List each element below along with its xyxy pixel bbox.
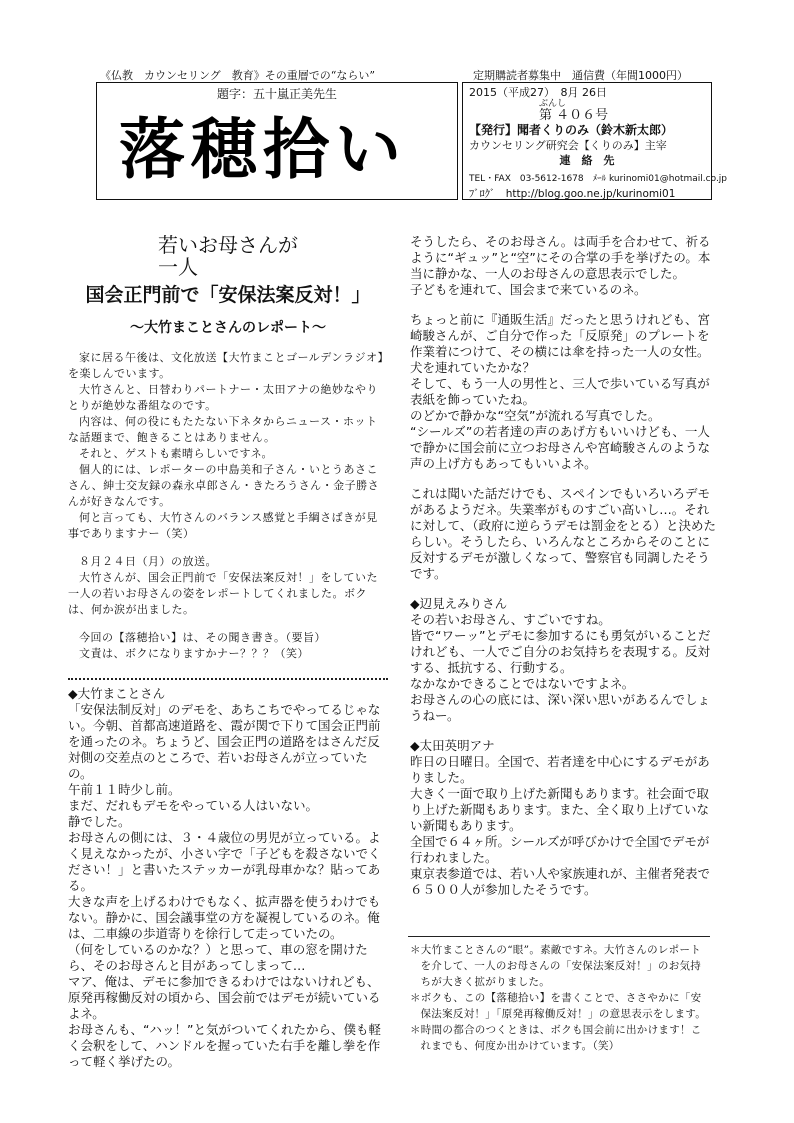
- blog-link[interactable]: ﾌﾞﾛｸﾞ http://blog.goo.ne.jp/kurinomi01: [469, 188, 676, 200]
- body-paragraph: そうしたら、そのお母さん。は両手を合わせて、祈るように“ギュッ”と“空”にその合掌の手を挙げたの。本当に静かな、一人のお母さんの意思表示でした。: [410, 234, 711, 281]
- body-paragraph: マア、俺は、デモに参加できるわけではないけれども、原発再稼働反対の頃から、国会前ではデモが続いているよネ。: [68, 974, 381, 1021]
- organization: カウンセリング研究会【くりのみ】主宰: [469, 139, 667, 152]
- intro-text: [68, 350, 388, 662]
- body-paragraph: ちょっと前に『通販生活』だったと思うけれども、宮崎駿さんが、ご自分で作った「反原発」のプレートを作業着につけて、その横には傘を持った一人の女性。犬を連れていたかな？: [410, 312, 711, 375]
- intro-paragraph: 何と言っても、大竹さんのバランス感覚と手綱さばきが見事でありますナー（笑）: [68, 511, 378, 540]
- contact-tel: TEL・FAX 03-5612-1678 ﾒｰﾙ kurinomi01@hotmail.co.jp: [469, 174, 728, 184]
- intro-paragraph: 大竹さんと、日替わりパートナー・太田アナの絶妙なやりとりが絶妙な番組なのです。: [68, 383, 378, 412]
- speaker-heading: ◆ 太田英明アナ: [410, 738, 720, 754]
- body-paragraph: 子どもを連れて、国会まで来ているのネ。: [410, 282, 647, 297]
- article-subtitle-1: 若いお母さんが: [158, 233, 298, 257]
- body-paragraph: 皆で“ワーッ”とデモに参加するにも勇気がいることだけれども、一人でご自分のお気持ちを表現する。反対する、抵抗する、行動する。: [410, 628, 711, 675]
- motto: 《仏教 カウンセリング 教育》その重層での“ならい”: [100, 69, 376, 82]
- intro-paragraph: 文責は、ボクになりますかナー？？？（笑）: [79, 647, 309, 660]
- newsletter-logo: 落穂拾い: [119, 110, 407, 188]
- body-paragraph: 全国で６４ヶ所。シールズが呼びかけで全国でデモが行われました。: [410, 834, 710, 865]
- article-byline: ～大竹まことさんのレポート～: [130, 320, 326, 336]
- body-paragraph: そして、もう一人の男性と、三人で歩いている写真が表紙を飾っていたね。: [410, 376, 710, 407]
- left-column: [68, 234, 388, 1070]
- notes-divider: [408, 936, 710, 937]
- body-paragraph: のどかで静かな“空気”が流れる写真でした。: [410, 408, 661, 423]
- body-paragraph: 「安保法制反対」のデモを、あちこちでやってるじゃない。今朝、首都高速道路を、霞が関で下りて国会正門前を通ったのネ。ちょうど、国会正門の道路をはさんだ反対側の交差点のところで、若いお母さんが立っていたの。: [68, 702, 381, 781]
- intro-paragraph: それと、ゲストも素晴らしいですネ。: [79, 447, 273, 460]
- body-paragraph: 静でした。: [68, 814, 131, 829]
- body-paragraph: お母さんも、“ハッ！”と気がついてくれたから、僕も軽く会釈をして、ハンドルを握っていた右手を離し拳を作って軽く挙げたの。: [68, 1022, 381, 1069]
- intro-paragraph: 大竹さんが、国会正門前で「安保法案反対！」をしていた一人の若いお母さんの姿をレポートしてくれました。ボクは、何か涙が出ました。: [68, 571, 378, 616]
- body-paragraph: その若いお母さん、すごいですね。: [410, 612, 611, 627]
- contact-label: 連 絡 先: [559, 154, 615, 167]
- speaker-heading: ◆ 辺見えみりさん: [410, 596, 720, 612]
- intro-paragraph: 内容は、何の役にもたたない下ネタからニュース・ホットな話題まで、飽きることはありません。: [68, 415, 378, 444]
- body-paragraph: 大きな声を上げるわけでもなく、拡声器を使うわけでもない。静かに、国会議事堂の方を凝視しているのネ。俺は、二車線の歩道寄りを徐行して走っていたの。: [68, 894, 381, 941]
- body-paragraph: “シールズ”の若者達の声のあげ方もいいけども、一人で静かに国会前に立つお母さんや宮崎駿さんのような声の上げ方もあってもいいよネ。: [410, 424, 711, 471]
- body-paragraph: 午前１１時少し前。: [68, 782, 181, 797]
- footnote: ＊ボクも、この【落穂拾い】を書くことで、ささやかに「安保法案反対！」「原発再稼働反対！」の意思表示をします。: [410, 992, 707, 1020]
- masthead-title-box: [96, 82, 458, 200]
- body-paragraph: 昨日の日曜日。全国で、若者達を中心にするデモがありました。: [410, 754, 710, 785]
- intro-paragraph: ８月２４日（月）の放送。: [79, 555, 217, 568]
- article-headline: 国会正門前で「安保法案反対！」: [85, 284, 371, 306]
- speaker-heading: ◆ 大竹まことさん: [68, 686, 388, 702]
- subscription-notice: 定期購読者募集中 通信費（年間1000円）: [473, 69, 688, 82]
- section-divider: [68, 678, 388, 680]
- body-paragraph: まだ、だれもデモをやっている人はいない。: [68, 798, 319, 813]
- issue-ruby: ぶんし: [539, 99, 567, 109]
- body-paragraph: （何をしているのかな？）と思って、車の窓を開けたら、そのお母さんと目があってしまって…: [68, 942, 368, 973]
- masthead-info-box: [462, 82, 728, 200]
- body-paragraph: お母さんの心の底には、深い深い思いがあるんでしょうねー。: [410, 692, 711, 723]
- body-paragraph: 大きく一面で取り上げた新聞もあります。社会面で取り上げた新聞もあります。また、全く取り上げていない新聞もあります。: [410, 786, 710, 833]
- body-paragraph: なかなかできることではないですよネ。: [410, 676, 635, 691]
- intro-paragraph: 家に居る午後は、文化放送【大竹まことゴールデンラジオ】を楽しんでいます。: [68, 351, 384, 380]
- footnote: ＊大竹まことさんの“眼”。素敵ですネ。大竹さんのレポートを介して、一人のお母さんの「安保法案反対！」のお気持ちが大きく拡がりました。: [410, 944, 702, 988]
- body-paragraph: 東京表参道では、若い人や家族連れが、主催者発表で６５００人が参加したそうです。: [410, 866, 711, 897]
- right-column: [410, 234, 720, 898]
- body-paragraph: これは聞いた話だけでも、スペインでもいろいろデモがあるようだネ。失業率がものすごい高いし…。それに対して、（政府に逆らうデモは罰金をとる）と決めたらしい。そうしたら、いろんなところからそのことに反対するデモが激しくなって、警察官も同調したそうです。: [410, 486, 717, 581]
- issue-number: 第 ４０６号: [539, 108, 609, 123]
- body-paragraph: お母さんの側には、３・４歳位の男児が立っている。よく見えなかったが、小さい字で「子どもを殺さないでください！」と書いたステッカーが乳母車かな？貼ってある。: [68, 830, 381, 893]
- article-subtitle-2: 一人: [158, 255, 198, 279]
- publisher: 【発行】聞者くりのみ（鈴木新太郎）: [469, 123, 674, 137]
- intro-paragraph: 個人的には、レポーターの中島美和子さん・いとうあさこさん、紳士交友録の森永卓郎さん・きたろうさん・金子勝さんが好きなんです。: [68, 463, 380, 508]
- title-credit: 題字：五十嵐正美先生: [216, 87, 337, 101]
- intro-paragraph: 今回の【落穂拾い】は、その聞き書き。（要旨）: [79, 631, 327, 644]
- issue-date: 2015（平成27） 8月 26日: [469, 86, 607, 99]
- footnotes: [410, 942, 710, 1054]
- footnote: ＊時間の都合のつくときは、ボクも国会前に出かけます！これまでも、何度か出かけています。（笑）: [410, 1024, 702, 1052]
